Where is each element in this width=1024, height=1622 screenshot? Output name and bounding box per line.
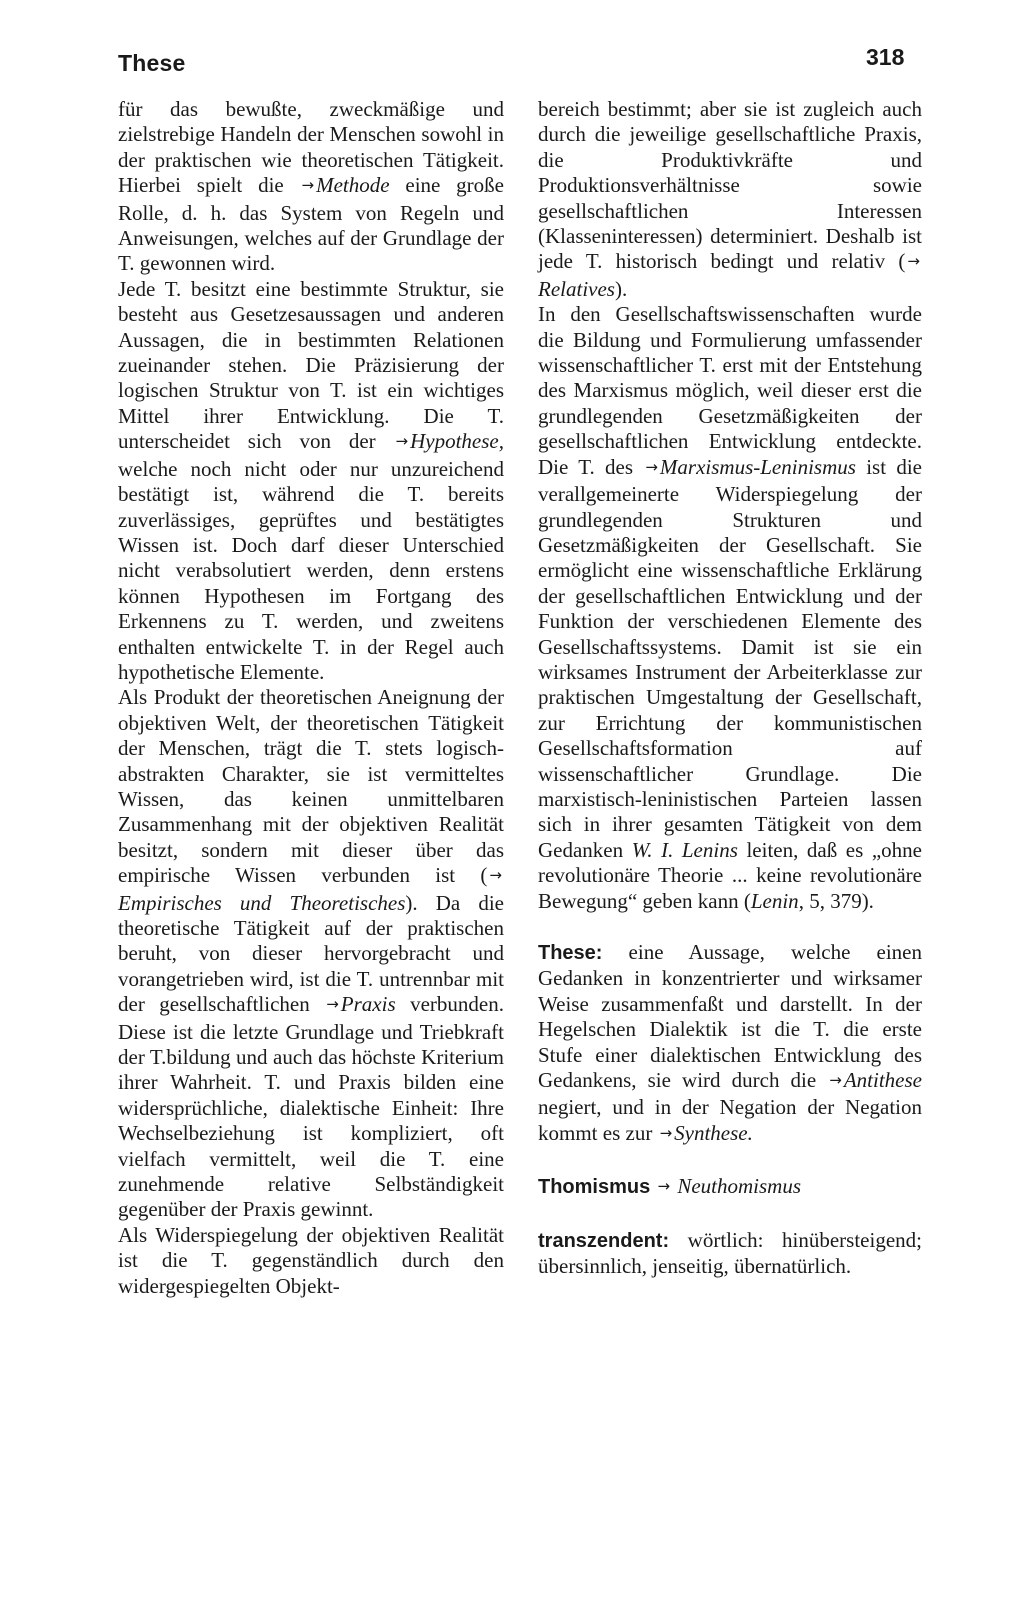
text-run: bereich bestimmt; aber sie ist zugleich auch durch die jeweilige gesellschaftliche Praxis, die Produktivkräfte und Produktionsverhältnisse sowie gesellschaftlichen Interessen (Klasseninteressen) determiniert. Deshalb ist jede T. historisch bedingt und relativ ( [538, 97, 922, 274]
arrow-icon: → [395, 432, 409, 451]
cross-reference[interactable]: Antithese [843, 1068, 922, 1093]
arrow-icon: → [301, 176, 315, 195]
text-run: welche noch nicht oder nur unzureichend bestätigt ist, während die T. bereits zuverlässiges, geprüftes und bestätigtes Wissen ist. Doch darf dieser Unterschied nicht verabsolutiert werden, denn erstens können Hypothesen im Fortgang des Erkennens zu T. werden, und zweitens enthalten entwickelte T. in der Regel auch hypothetische Elemente. [118, 456, 504, 684]
text-run: ist die verallgemeinerte Widerspiegelung der grundlegenden Strukturen und Gesetzmäßigkeiten der Gesellschaft. Sie ermöglicht eine wissenschaftliche Erklärung der gesellschaftlichen Entwicklung und der Funktion der verschiedenen Elemente des Gesellschaftssystems. Damit ist sie ein wirksames Instrument der Arbeiterklasse zur praktischen Umgestaltung der Gesellschaft, zur Errichtung der kommunistischen Gesellschaftsformation auf wissenschaftlicher Grundlage. Die marxistisch-leninistischen Parteien lassen sich in ihrer gesamten Tätigkeit von dem Gedanken [538, 454, 922, 862]
guide-word: These [118, 50, 186, 76]
arrow-icon: → [645, 457, 658, 476]
text-run: eine Aussage, welche einen Gedanken in konzentrierter und wirksamer Weise zusammenfaßt und darstellt. In der Hegelschen Dialektik ist die T. die erste Stufe einer dialektischen Entwicklung des Gedankens, sie wird durch die [538, 940, 922, 1093]
text-run: wörtlich: hinübersteigend; übersinnlich, jenseitig, übernatürlich. [538, 1227, 922, 1279]
cross-reference[interactable]: Methode [316, 173, 390, 198]
text-run: Als Widerspiegelung der objektiven Realität ist die T. gegenständlich durch den widergespiegelten Objekt- [118, 1222, 504, 1298]
cross-reference[interactable]: Marxismus-Leninismus [659, 454, 856, 479]
cross-reference[interactable]: Praxis [340, 992, 396, 1017]
cross-reference[interactable]: Synthese. [674, 1120, 753, 1145]
entry-these [538, 940, 922, 1148]
cross-reference[interactable]: Hypothese, [410, 429, 504, 454]
paragraph [538, 97, 922, 302]
arrow-icon: → [659, 1123, 673, 1142]
cross-reference[interactable]: Empirisches und Theoretisches [118, 890, 406, 915]
arrow-icon: → [657, 1177, 671, 1196]
text-run: leiten, daß es „ohne revolutionäre Theorie ... keine revolutionäre Bewegung“ geben kann ( [538, 837, 922, 913]
page-number: 318 [866, 44, 905, 70]
cross-reference[interactable]: Neuthomismus [677, 1174, 802, 1199]
paragraph [118, 97, 504, 277]
entry-headword: transzendent: [538, 1229, 670, 1252]
text-run: negiert, und in der Negation der Negation kommt es zur [538, 1095, 922, 1145]
entry-headword: Thomismus [538, 1176, 651, 1199]
cross-reference[interactable]: Relatives [538, 276, 615, 301]
text-run: ). [614, 276, 628, 301]
arrow-icon: → [489, 866, 502, 885]
paragraph [538, 302, 922, 914]
arrow-icon: → [829, 1071, 842, 1090]
paragraph [118, 277, 504, 686]
paragraph [118, 685, 504, 1223]
text-run: Als Produkt der theoretischen Aneignung der objektiven Welt, der theoretischen Tätigkeit der Menschen, trägt die T. stets logisch-abstrakten Charakter, sie ist vermitteltes Wissen, das keinen unmittelbaren Zusammenhang mit der objektiven Realität besitzt, sondern mit dieser über das empirische Wissen verbunden ist ( [118, 685, 504, 888]
cited-author: W. I. Lenins [631, 837, 738, 862]
entry-thomismus [538, 1174, 922, 1201]
entry-transzendent [538, 1228, 922, 1280]
paragraph [118, 1223, 504, 1299]
text-run: ). Da die theoretische Tätigkeit auf der praktischen beruht, von dieser hervorgebracht und vorangetrieben wird, ist die T. untrennbar mit der gesellschaftlichen [118, 890, 504, 1017]
text-run: verbunden. Diese ist die letzte Grundlage und Triebkraft der T.bildung und auch das höchste Kriterium ihrer Wahrheit. T. und Praxis bilden eine widersprüchliche, dialektische Einheit: Ihre Wechselbeziehung ist kompliziert, oft vielfach vermittelt, weil die T. eine zunehmende relative Selbständigkeit gegenüber der Praxis gewinnt. [118, 992, 504, 1222]
text-run: eine große Rolle, d. h. das System von Regeln und Anweisungen, welches auf der Grundlage der T. gewonnen wird. [118, 173, 504, 276]
arrow-icon: → [907, 252, 920, 271]
left-column [118, 97, 504, 1299]
cited-author: Lenin [750, 888, 799, 913]
text-run: In den Gesellschaftswissenschaften wurde die Bildung und Formulierung umfassender wissenschaftlicher T. erst mit der Entstehung des Marxismus möglich, weil dieser erst die grundlegenden Gesetzmäßigkeiten der gesellschaftlichen Entwicklung entdeckte. Die T. des [538, 302, 922, 479]
entry-headword: These: [538, 942, 603, 964]
text-run: Jede T. besitzt eine bestimmte Struktur, sie besteht aus Gesetzesaussagen und anderen Aussagen, die in bestimmten Relationen zueinander stehen. Die Präzisierung der logischen Struktur von T. ist ein wichtiges Mittel ihrer Entwicklung. Die T. unterscheidet sich von der [118, 276, 504, 454]
text-run: für das bewußte, zweckmäßige und zielstrebige Handeln der Menschen sowohl in der praktischen wie theoretischen Tätigkeit. Hierbei spielt die [118, 97, 504, 198]
right-column [538, 97, 922, 1279]
text-run: , 5, 379). [798, 888, 874, 913]
arrow-icon: → [326, 995, 339, 1014]
